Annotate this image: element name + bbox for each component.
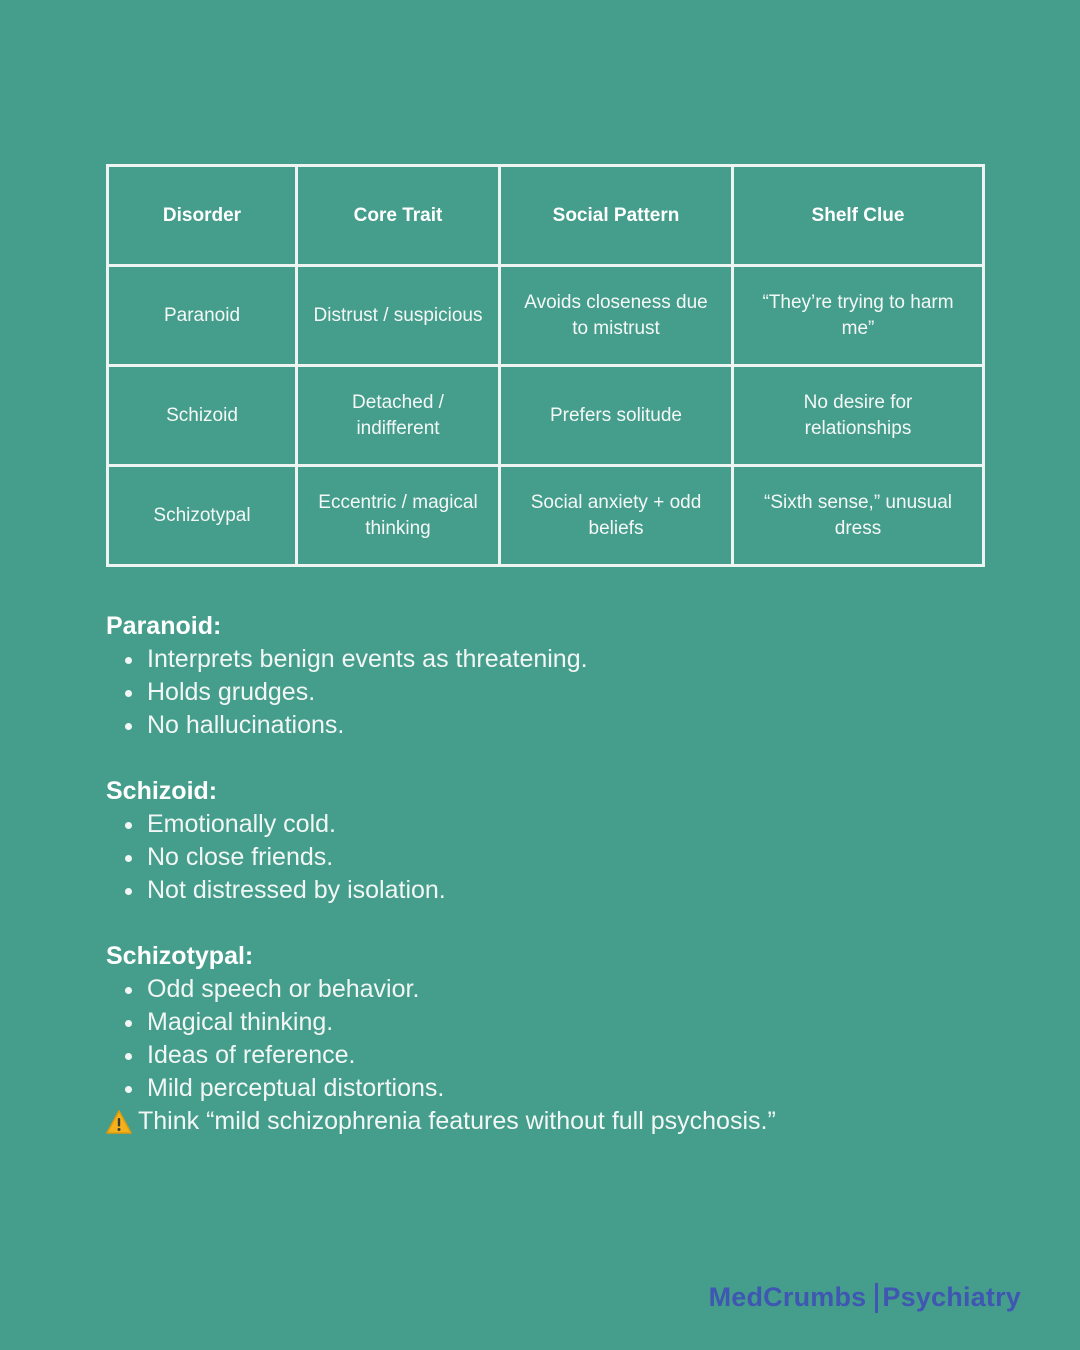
- list-item: Emotionally cold.: [147, 808, 1006, 841]
- table-cell: No desire for relationships: [733, 366, 984, 466]
- table-cell: Distrust / suspicious: [297, 266, 500, 366]
- warning-note: [106, 1105, 1006, 1138]
- table-header-row: [108, 166, 984, 266]
- table-cell: Social anxiety + odd beliefs: [500, 466, 733, 566]
- header-core-trait: Core Trait: [297, 166, 500, 266]
- table-row: [108, 366, 984, 466]
- list-item: No close friends.: [147, 841, 1006, 874]
- bullet-list: [106, 643, 1006, 742]
- table-cell: Schizoid: [108, 366, 297, 466]
- table-cell: Eccentric / magical thinking: [297, 466, 500, 566]
- table-cell: Prefers solitude: [500, 366, 733, 466]
- table-cell: Detached / indifferent: [297, 366, 500, 466]
- list-item: No hallucinations.: [147, 709, 1006, 742]
- warning-text: Think “mild schizophrenia features without full psychosis.”: [138, 1107, 776, 1135]
- table-row: [108, 266, 984, 366]
- warning-icon: [106, 1110, 132, 1134]
- section-title: Paranoid:: [106, 612, 222, 640]
- bullet-list: [106, 973, 1006, 1105]
- list-item: Ideas of reference.: [147, 1039, 1006, 1072]
- bullet-list: [106, 808, 1006, 907]
- brand-divider: [875, 1283, 878, 1313]
- table-row: [108, 466, 984, 566]
- list-item: Interprets benign events as threatening.: [147, 643, 1006, 676]
- table-cell: Avoids closeness due to mistrust: [500, 266, 733, 366]
- brand-name: MedCrumbs: [708, 1282, 867, 1312]
- schizotypal-notes: [106, 940, 1006, 1138]
- list-item: Magical thinking.: [147, 1006, 1006, 1039]
- list-item: Not distressed by isolation.: [147, 874, 1006, 907]
- header-shelf-clue: Shelf Clue: [733, 166, 984, 266]
- section-title: Schizoid:: [106, 777, 218, 805]
- brand-logo: [709, 1282, 1021, 1313]
- notes-section: [106, 610, 1006, 1138]
- header-disorder: Disorder: [108, 166, 297, 266]
- table-cell: Schizotypal: [108, 466, 297, 566]
- brand-subject: Psychiatry: [882, 1282, 1021, 1312]
- table-cell: Paranoid: [108, 266, 297, 366]
- section-title: Schizotypal:: [106, 942, 254, 970]
- list-item: Holds grudges.: [147, 676, 1006, 709]
- comparison-table-container: [106, 164, 985, 567]
- paranoid-notes: [106, 610, 1006, 742]
- table-cell: “They’re trying to harm me”: [733, 266, 984, 366]
- header-social-pattern: Social Pattern: [500, 166, 733, 266]
- list-item: Mild perceptual distortions.: [147, 1072, 1006, 1105]
- comparison-table: [106, 164, 985, 567]
- schizoid-notes: [106, 775, 1006, 907]
- table-cell: “Sixth sense,” unusual dress: [733, 466, 984, 566]
- list-item: Odd speech or behavior.: [147, 973, 1006, 1006]
